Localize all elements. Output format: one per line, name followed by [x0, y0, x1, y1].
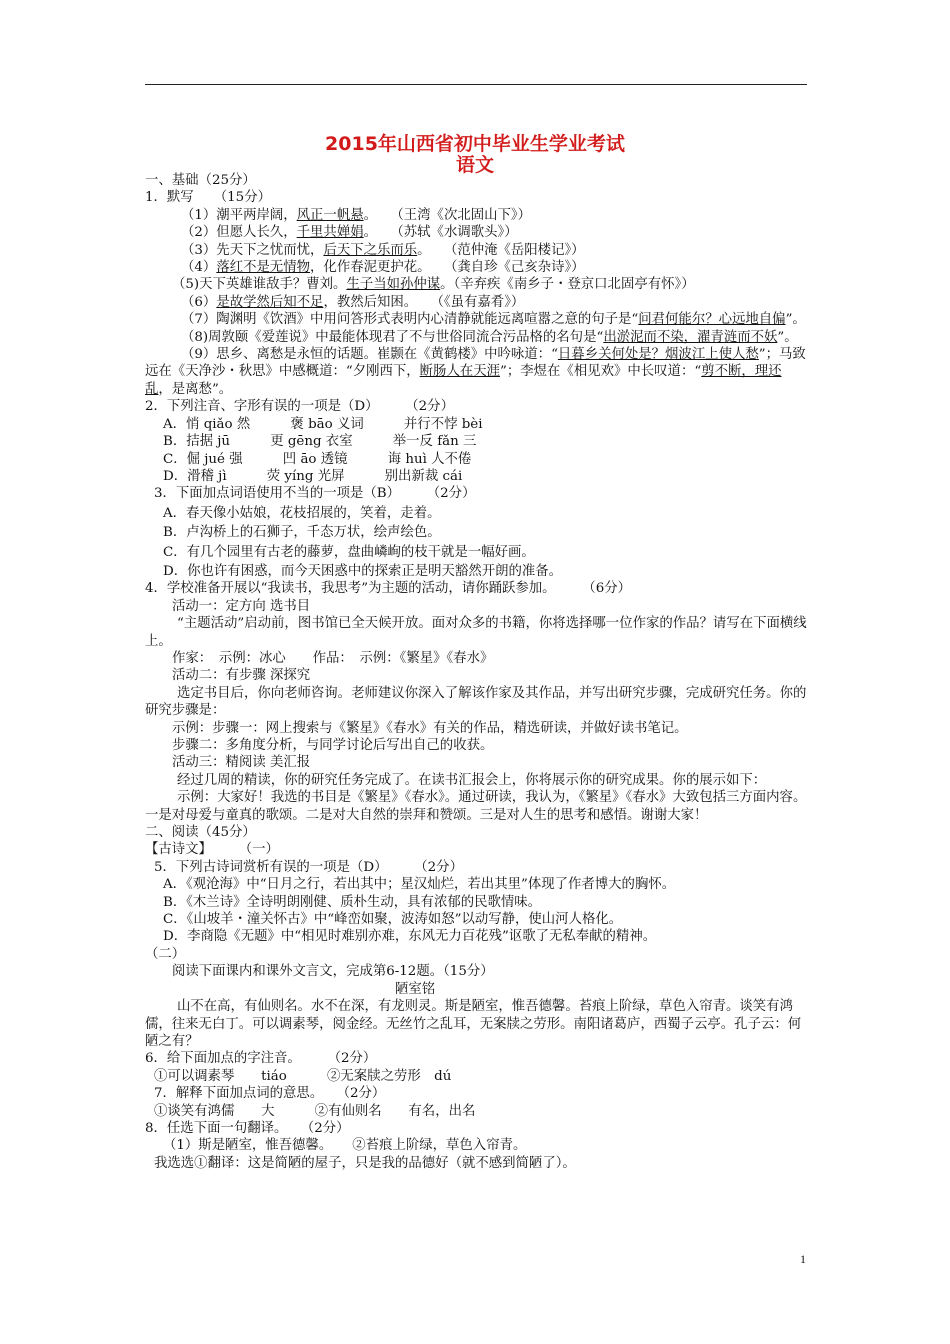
option: B．《木兰诗》全诗明朗刚健、质朴生动，具有浓郁的民歌情味。 — [163, 894, 542, 910]
exam-body — [145, 172, 808, 1172]
section-heading: 二、阅读（45分） — [145, 825, 256, 841]
question-7: 7．解释下面加点词的意思。 （2分） — [154, 1086, 386, 1102]
activity-heading: 活动二：有步骤 深探究 — [172, 668, 311, 684]
paragraph: 示例：大家好！我选的书目是《繁星》《春水》。通过研读，我认为，《繁星》《春水》大致包括三方面内容。一是对母爱与童真的歌颂。二是对大自然的崇拜和赞颂。三是对人生的思考和感悟。谢谢大家！ — [145, 790, 807, 823]
question-8: 8．任选下面一句翻译。 （2分） — [145, 1120, 350, 1136]
question-5: 5．下列古诗词赏析有误的一项是（D） （2分） — [154, 859, 463, 875]
page-number: 1 — [800, 1252, 806, 1266]
paragraph: 示例：步骤一：网上搜索与《繁星》《春水》有关的作品，精选研读，并做好读书笔记。 — [172, 720, 688, 736]
question-2: 2．下列注音、字形有误的一项是（D） （2分） — [145, 399, 454, 415]
section-heading: 一、基础（25分） — [145, 173, 256, 188]
question-6: 6．给下面加点的字注音。 （2分） — [145, 1051, 377, 1067]
paragraph: 步骤二：多角度分析，与同学讨论后写出自己的收获。 — [172, 738, 494, 753]
answer-paragraph: （7）陶渊明《饮酒》中用问答形式表明内心清静就能远离喧嚣之意的句子是“问君何能尔？心远地自偏”。 — [181, 312, 806, 328]
option: D．李商隐《无题》中“相见时难别亦难，东风无力百花残”讴歌了无私奉献的精神。 — [163, 929, 657, 945]
header-rule — [145, 84, 807, 85]
option: C．倔 jué 强 凹 āo 透镜 诲 huì 人不倦 — [163, 451, 472, 467]
answer-line: （1）潮平两岸阔，风正一帆悬。 （王湾《次北固山下》） — [181, 207, 531, 223]
passage-title: 陋室铭 — [395, 981, 436, 997]
exam-subject: 语文 — [455, 154, 494, 176]
answer-paragraph: （8)周敦颐《爱莲说》中最能体现君了不与世俗同流合污品格的名句是“出淤泥而不染，濯青涟而不妖”。 — [181, 329, 798, 345]
paragraph: 选定书目后，你向老师咨询。老师建议你深入了解该作家及其作品，并写出研究步骤，完成研究任务。你的研究步骤是： — [145, 685, 807, 719]
exam-title: 2015年山西省初中毕业生学业考试 — [325, 133, 625, 155]
passage-text: 山不在高，有仙则名。水不在深，有龙则灵。斯是陋室，惟吾德馨。苔痕上阶绿，草色入帘青。谈笑有鸿儒，往来无白丁。可以调素琴，阅金经。无丝竹之乱耳，无案牍之劳形。南阳诸葛庐，西蜀子云亭。孔子云：何陋之有？ — [145, 999, 802, 1049]
answer-line: （1）斯是陋室，惟吾德馨。 ②苔痕上阶绿，草色入帘青。 — [163, 1138, 527, 1154]
answer-line: （4）落红不是无情物，化作春泥更护花。 （龚自珍《己亥杂诗》） — [181, 260, 585, 276]
paragraph: 经过几周的精读，你的研究任务完成了。在读书汇报会上，你将展示你的研究成果。你的展示如下： — [177, 772, 767, 788]
option: B．拮据 jū 更 gēng 衣室 举一反 fǎn 三 — [163, 434, 477, 450]
answer-paragraph: （9）思乡、离愁是永恒的话题。崔颢在《黄鹤楼》中吟咏道：“日暮乡关何处是？烟波江上使人愁”；马致远在《天净沙・秋思》中感概道：“夕刚西下，断肠人在天涯”；李煜在《相见欢》中长叹道：“剪不断，理还乱，是离愁”。 — [145, 347, 806, 397]
subsection-heading: （二） — [145, 946, 186, 962]
option: D．你也许有困惑，而今天困惑中的探索正是明天豁然开朗的准备。 — [163, 563, 563, 579]
paragraph: “主题活动”启动前，图书馆已全天候开放。面对众多的书籍，你将选择哪一位作家的作品？请写在下面横线上。 — [145, 616, 807, 649]
option: A．春天像小姑娘，花枝招展的，笑着，走着。 — [163, 505, 441, 521]
answer-line: ①谈笑有鸿儒 大 ②有仙则名 有名，出名 — [154, 1103, 476, 1119]
option: C．有几个园里有古老的藤萝，盘曲嶙峋的枝干就是一幅好画。 — [163, 544, 535, 560]
option: B．卢沟桥上的石狮子，千态万状，绘声绘色。 — [163, 525, 441, 541]
answer-line: （5)天下英雄谁敌手？曹刘。生子当如孙仲谋。（辛弃疾《南乡子・登京口北固亭有怀》） — [172, 277, 695, 293]
option: A．《观沧海》中“日月之行，若出其中；星汉灿烂，若出其里”体现了作者博大的胸怀。 — [163, 877, 676, 893]
subsection-heading: 【古诗文】 （一） — [145, 842, 279, 858]
question-4: 4．学校准备开展以“我读书，我思考”为主题的活动，请你踊跃参加。 （6分） — [145, 581, 631, 597]
question-3: 3．下面加点词语使用不当的一项是（B） （2分） — [154, 486, 476, 502]
option: C．《山坡羊・潼关怀古》中“峰峦如聚，波涛如怒”以动写静，使山河人格化。 — [163, 912, 623, 928]
instruction: 阅读下面课内和课外文言文，完成第6-12题。（15分） — [172, 964, 494, 980]
answer-line: （6）是故学然后知不足，教然后知困。 （《虽有嘉肴》） — [181, 294, 525, 310]
question-1: 1．默写 （15分） — [145, 190, 271, 206]
paragraph: 作家： 示例：冰心 作品： 示例：《繁星》《春水》 — [172, 650, 494, 666]
answer-line: （3）先天下之忧而忧，后天下之乐而乐。 （范仲淹《岳阳楼记》） — [181, 242, 585, 258]
option: A．悄 qiǎo 然 褒 bāo 义词 并行不悖 bèi — [163, 416, 483, 432]
answer-line: （2）但愿人长久，千里共婵娟。 （苏轼《水调歌头》） — [181, 225, 518, 241]
answer-line: 我选选①翻译：这是简陋的屋子，只是我的品德好（就不感到简陋了）。 — [154, 1155, 576, 1171]
activity-heading: 活动一：定方向 选书目 — [172, 598, 311, 614]
activity-heading: 活动三：精阅读 美汇报 — [172, 755, 311, 771]
option: D．滑稽 jì 荧 yíng 光屏 别出新裁 cái — [163, 468, 463, 484]
answer-line: ①可以调素琴 tiáo ②无案牍之劳形 dú — [154, 1068, 452, 1084]
